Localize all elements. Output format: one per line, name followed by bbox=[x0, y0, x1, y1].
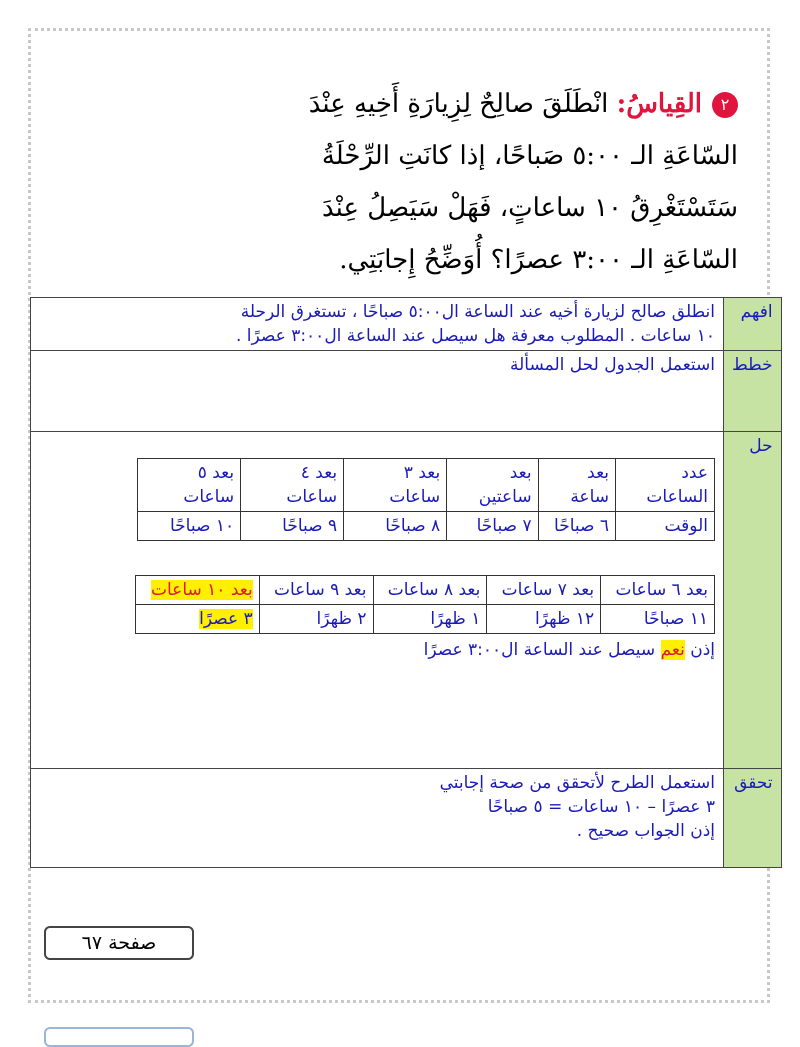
table1-cell: ٦ صباحًا bbox=[538, 512, 615, 541]
table1-cell: عدد الساعات bbox=[616, 459, 715, 512]
step-head-plan: خطط bbox=[724, 351, 782, 432]
table1-cell: بعد ٣ ساعات bbox=[344, 459, 447, 512]
conclusion-rest: سيصل عند الساعة ال٣:٠٠ عصرًا bbox=[423, 640, 656, 660]
highlighted-hours: بعد ١٠ ساعات bbox=[151, 580, 253, 600]
problem-number-badge: ٢ bbox=[712, 92, 738, 118]
conclusion-prefix: إذن bbox=[690, 640, 715, 660]
step-plan bbox=[31, 351, 782, 432]
step-body-check bbox=[31, 769, 724, 868]
step-body-plan: استعمل الجدول لحل المسألة bbox=[31, 351, 724, 432]
understand-line-2: ١٠ ساعات . المطلوب معرفة هل سيصل عند الساعة ال٣:٠٠ عصرًا . bbox=[235, 326, 715, 346]
table2-cell-highlight bbox=[136, 576, 260, 605]
table2-cell: ١٢ ظهرًا bbox=[487, 605, 601, 634]
table2-cell: ١١ صباحًا bbox=[601, 605, 715, 634]
step-head-solve: حل bbox=[724, 432, 782, 769]
understand-line-1: انطلق صالح لزيارة أخيه عند الساعة ال٥:٠٠ صباحًا ، تستغرق الرحلة bbox=[240, 302, 715, 322]
table2-header-row bbox=[136, 576, 715, 605]
solution-table bbox=[30, 297, 782, 868]
conclusion-yes: نعم bbox=[660, 640, 685, 660]
solve-conclusion bbox=[39, 638, 715, 662]
step-body-understand bbox=[31, 298, 724, 351]
hours-table-2 bbox=[135, 575, 715, 634]
problem-text-4: السّاعَةِ الـ ٣:٠٠ عصرًا؟ أُوَضِّحُ إِجابَتِي. bbox=[339, 245, 738, 275]
highlighted-time: ٣ عصرًا bbox=[199, 609, 253, 629]
problem-line-1 bbox=[98, 78, 738, 130]
check-line-1: استعمل الطرح لأتحقق من صحة إجابتي bbox=[439, 773, 715, 793]
table1-cell: الوقت bbox=[616, 512, 715, 541]
table1-cell: بعد ساعة bbox=[538, 459, 615, 512]
problem-statement bbox=[98, 78, 738, 286]
table2-time-row bbox=[136, 605, 715, 634]
step-check bbox=[31, 769, 782, 868]
step-understand bbox=[31, 298, 782, 351]
table2-cell: بعد ٦ ساعات bbox=[601, 576, 715, 605]
table2-cell: بعد ٨ ساعات bbox=[373, 576, 487, 605]
problem-label: القِياسُ: bbox=[616, 89, 702, 119]
table1-header-row bbox=[138, 459, 715, 512]
table1-cell: ١٠ صباحًا bbox=[138, 512, 241, 541]
table1-cell: ٩ صباحًا bbox=[241, 512, 344, 541]
problem-text-2: السّاعَةِ الـ ٥:٠٠ صَباحًا، إذا كانَتِ الرِّحْلَةُ bbox=[321, 141, 738, 171]
table2-cell: بعد ٧ ساعات bbox=[487, 576, 601, 605]
step-body-solve bbox=[31, 432, 724, 769]
table1-cell: بعد ٥ ساعات bbox=[138, 459, 241, 512]
table2-cell: ٢ ظهرًا bbox=[259, 605, 373, 634]
table1-cell: ٧ صباحًا bbox=[447, 512, 538, 541]
table2-cell: بعد ٩ ساعات bbox=[259, 576, 373, 605]
page-number-badge: صفحة ٦٧ bbox=[44, 926, 194, 960]
step-solve bbox=[31, 432, 782, 769]
table1-cell: بعد ساعتين bbox=[447, 459, 538, 512]
table1-cell: ٨ صباحًا bbox=[344, 512, 447, 541]
table1-cell: بعد ٤ ساعات bbox=[241, 459, 344, 512]
problem-text-1: انْطَلَقَ صالِحٌ لِزِيارَةِ أَخِيهِ عِنْدَ bbox=[308, 89, 609, 119]
check-line-3: إذن الجواب صحيح . bbox=[576, 821, 715, 841]
table2-cell: ١ ظهرًا bbox=[373, 605, 487, 634]
problem-text-3: سَتَسْتَغْرِقُ ١٠ ساعاتٍ، فَهَلْ سَيَصِلُ عِنْدَ bbox=[322, 193, 738, 223]
table1-time-row bbox=[138, 512, 715, 541]
next-page-badge-edge bbox=[44, 1027, 194, 1047]
step-head-understand: افهم bbox=[724, 298, 782, 351]
hours-table-1 bbox=[137, 458, 715, 541]
step-head-check: تحقق bbox=[724, 769, 782, 868]
check-line-2: ٣ عصرًا – ١٠ ساعات = ٥ صباحًا bbox=[487, 797, 715, 817]
table2-cell-highlight bbox=[136, 605, 260, 634]
